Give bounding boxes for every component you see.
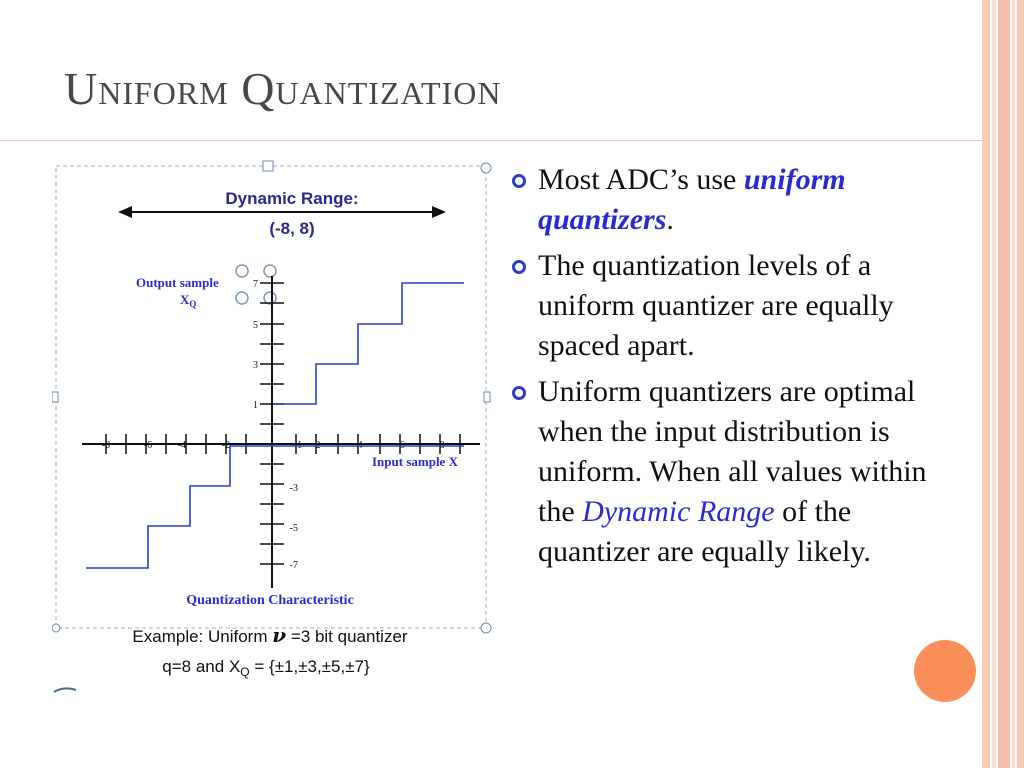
selection-handle-icon (481, 623, 491, 633)
x-tick-label: 6 (399, 440, 405, 451)
dynamic-range-value: (-8, 8) (269, 219, 315, 238)
quantizer-staircase-positive (274, 283, 464, 404)
dynamic-range-label: Dynamic Range: (225, 189, 359, 208)
selection-handle-icon (52, 392, 58, 402)
y-tick-label: -7 (289, 560, 298, 571)
bullet-ring-icon (512, 174, 526, 188)
title-divider (0, 140, 982, 141)
emphasis-dynamic-range: Dynamic Range (582, 495, 775, 528)
bullet-item: Most ADC’s use uniform quantizers. (510, 160, 950, 240)
slide-title: Uniform Quantization (64, 63, 502, 114)
output-axis-symbol: $X_Q$ (180, 292, 197, 309)
y-tick-label: -5 (289, 523, 298, 534)
stripe-decoration (992, 0, 996, 768)
y-tick-label: 1 (253, 400, 258, 411)
bullet-item: Uniform quantizers are optimal when the input distribution is uniform. When all values within the Dynamic Range of the quantizer are equally likely. (510, 372, 950, 572)
stripe-decoration (1012, 0, 1015, 768)
quantizer-levels-text: q=8 and $X_Q = \{\pm 1,\pm 3,\pm 5,\pm 7\}$ (162, 657, 370, 679)
quantization-diagram (52, 158, 500, 694)
stripe-decoration (1017, 0, 1024, 768)
bullet-list (510, 160, 950, 578)
marker-circle-icon (236, 292, 248, 304)
selection-handle-icon (52, 624, 60, 632)
y-tick-label: 3 (253, 360, 258, 371)
quantization-figure (52, 158, 500, 694)
x-tick-label: -6 (143, 440, 153, 451)
x-tick-label: 4 (357, 440, 363, 451)
y-tick-label: 5 (253, 320, 258, 331)
y-tick-label: -3 (289, 483, 298, 494)
bullet-ring-icon (512, 386, 526, 400)
selection-handle-icon (481, 163, 491, 173)
arrowhead-left-icon (118, 206, 132, 218)
x-tick-label: -4 (177, 440, 187, 451)
example-text: Example: Uniform ν =3 bit quantizer (132, 623, 408, 647)
selection-handle-icon (263, 161, 273, 171)
arrowhead-right-icon (432, 206, 446, 218)
orange-circle-decoration (914, 640, 976, 702)
x-tick-label: -2 (221, 440, 231, 451)
emphasis-uniform-quantizers: uniform quantizers (538, 163, 846, 236)
x-tick-label: 8 (439, 440, 445, 451)
bullet-ring-icon (512, 260, 526, 274)
stripe-decoration (982, 0, 990, 768)
selection-handle-icon (484, 392, 490, 402)
marker-circle-icon (236, 265, 248, 277)
bullet-item: The quantization levels of a uniform quantizer are equally spaced apart. (510, 246, 950, 366)
corner-artifact (54, 688, 76, 692)
marker-circle-icon (264, 292, 276, 304)
x-tick-label: -8 (101, 440, 111, 451)
marker-circle-icon (264, 265, 276, 277)
stripe-decoration (998, 0, 1010, 768)
y-tick-label: 7 (253, 279, 258, 290)
output-axis-label: Output sample (136, 275, 219, 290)
quantization-characteristic-caption: Quantization Characteristic (186, 593, 354, 608)
input-axis-label: Input sample X (372, 454, 458, 469)
x-tick-label: -1 (293, 440, 303, 451)
x-tick-label: 2 (315, 440, 321, 451)
